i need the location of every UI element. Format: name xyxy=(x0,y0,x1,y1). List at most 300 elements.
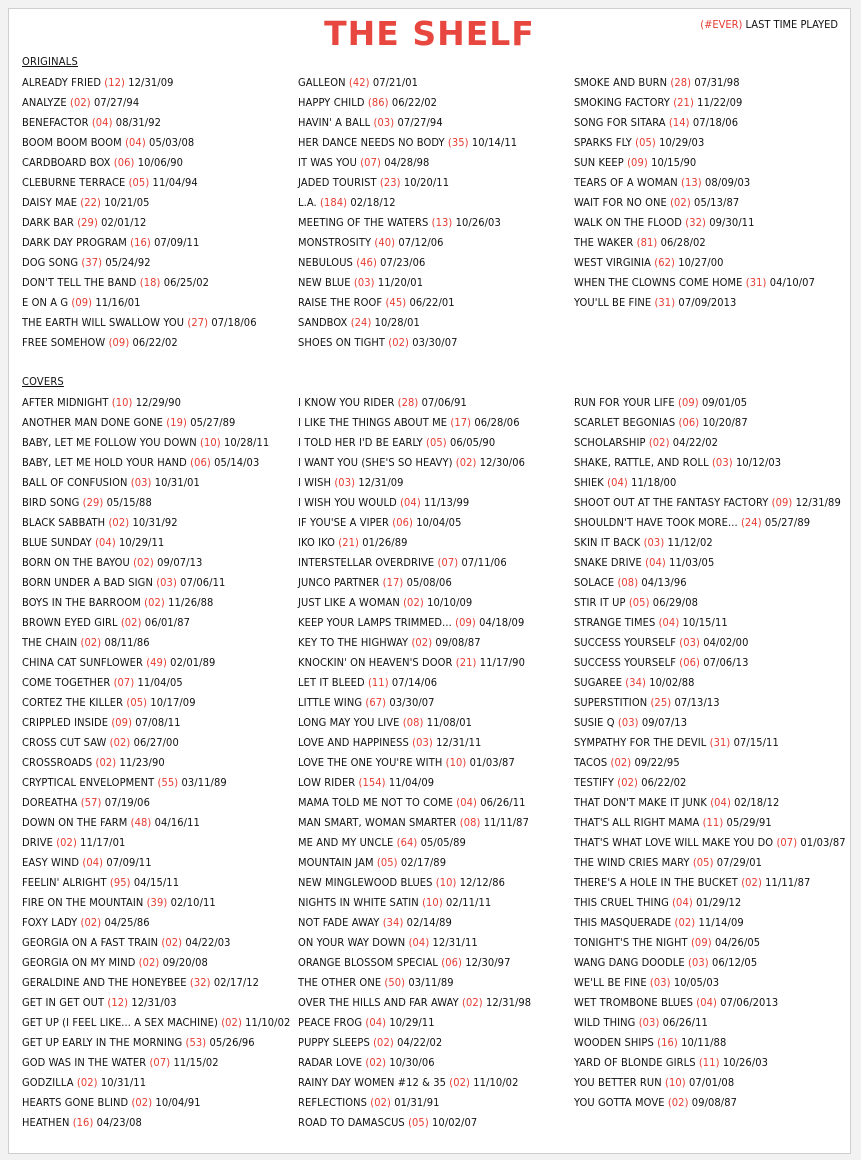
song-row xyxy=(574,213,849,233)
play-count: (02) xyxy=(70,96,91,109)
play-count: (02) xyxy=(133,556,154,569)
play-count: (24) xyxy=(740,516,762,529)
last-played-date: 07/13/13 xyxy=(674,696,720,709)
song-row xyxy=(298,1113,573,1133)
play-count: (06) xyxy=(441,956,462,969)
play-count: (03) xyxy=(617,716,639,729)
song-title: LOVE THE ONE YOU'RE WITH xyxy=(298,756,443,769)
play-count: (02) xyxy=(411,636,433,649)
song-row xyxy=(22,433,297,453)
play-count: (05) xyxy=(128,176,150,189)
song-row xyxy=(298,633,573,653)
song-title: DAISY MAE xyxy=(22,196,78,209)
play-count: (03) xyxy=(373,116,395,129)
last-played-date: 05/13/87 xyxy=(694,196,740,209)
play-count: (09) xyxy=(627,156,648,169)
play-count: (09) xyxy=(108,336,130,349)
song-row xyxy=(298,933,573,953)
originals-column-1 xyxy=(22,73,297,353)
play-count: (22) xyxy=(80,196,102,209)
song-row xyxy=(574,293,849,313)
play-count: (04) xyxy=(95,536,116,549)
play-count: (32) xyxy=(685,216,706,229)
last-played-date: 06/22/02 xyxy=(132,336,178,349)
song-title: OVER THE HILLS AND FAR AWAY xyxy=(298,996,459,1009)
last-played-date: 05/27/89 xyxy=(190,416,236,429)
song-row xyxy=(298,673,573,693)
play-count: (07) xyxy=(149,1056,171,1069)
song-row xyxy=(22,233,297,253)
song-title: THE WAKER xyxy=(574,236,634,249)
song-row xyxy=(574,413,849,433)
last-played-date: 11/13/99 xyxy=(424,496,470,509)
last-played-date: 10/05/03 xyxy=(673,976,720,989)
song-row xyxy=(22,313,297,333)
song-title: STIR IT UP xyxy=(574,596,626,609)
song-row xyxy=(298,93,573,113)
last-played-date: 02/01/12 xyxy=(101,216,147,229)
song-row xyxy=(298,153,573,173)
song-row xyxy=(22,413,297,433)
song-row xyxy=(298,773,573,793)
last-played-date: 10/14/11 xyxy=(471,136,518,149)
play-count: (04) xyxy=(400,496,421,509)
play-count: (23) xyxy=(379,176,401,189)
song-title: CROSSROADS xyxy=(22,756,93,769)
song-title: SPARKS FLY xyxy=(574,136,632,149)
last-played-date: 11/04/09 xyxy=(388,776,435,789)
song-row xyxy=(22,1013,297,1033)
song-title: FOXY LADY xyxy=(22,916,78,929)
last-played-date: 09/08/87 xyxy=(435,636,481,649)
play-count: (14) xyxy=(668,116,690,129)
song-row xyxy=(298,613,573,633)
song-row xyxy=(574,193,849,213)
song-title: GERALDINE AND THE HONEYBEE xyxy=(22,976,187,989)
song-row xyxy=(298,173,573,193)
song-row xyxy=(574,133,849,153)
song-title: YOU'LL BE FINE xyxy=(574,296,652,309)
play-count: (11) xyxy=(702,816,724,829)
song-title: SMOKE AND BURN xyxy=(574,76,668,89)
last-played-date: 01/29/12 xyxy=(696,896,742,909)
last-played-date: 04/13/96 xyxy=(641,576,687,589)
play-count: (02) xyxy=(221,1016,242,1029)
song-title: SHOES ON TIGHT xyxy=(298,336,386,349)
song-row xyxy=(574,93,849,113)
last-played-date: 05/05/89 xyxy=(420,836,466,849)
play-count: (02) xyxy=(80,636,102,649)
song-row xyxy=(298,333,573,353)
play-count: (21) xyxy=(673,96,694,109)
song-row xyxy=(298,1073,573,1093)
last-played-date: 11/12/02 xyxy=(667,536,713,549)
play-count: (09) xyxy=(677,396,699,409)
song-row xyxy=(574,453,849,473)
last-played-date: 10/20/11 xyxy=(403,176,450,189)
play-count: (13) xyxy=(431,216,453,229)
last-played-date: 10/29/11 xyxy=(119,536,165,549)
play-count: (02) xyxy=(617,776,638,789)
play-count: (09) xyxy=(111,716,133,729)
last-played-date: 07/12/06 xyxy=(398,236,444,249)
play-count: (39) xyxy=(146,896,168,909)
last-played-date: 02/14/89 xyxy=(406,916,452,929)
song-title: THIS CRUEL THING xyxy=(574,896,669,909)
last-played-date: 07/09/11 xyxy=(154,236,200,249)
song-title: HAVIN' A BALL xyxy=(298,116,371,129)
song-row xyxy=(574,553,849,573)
song-title: JADED TOURIST xyxy=(298,176,377,189)
play-count: (03) xyxy=(353,276,375,289)
last-played-date: 04/28/98 xyxy=(384,156,430,169)
song-title: SYMPATHY FOR THE DEVIL xyxy=(574,736,707,749)
song-row xyxy=(22,913,297,933)
song-row xyxy=(22,893,297,913)
song-title: NEBULOUS xyxy=(298,256,353,269)
song-row xyxy=(574,1093,849,1113)
play-count: (06) xyxy=(678,416,700,429)
song-title: NIGHTS IN WHITE SATIN xyxy=(298,896,419,909)
song-row xyxy=(298,733,573,753)
last-played-date: 11/20/01 xyxy=(377,276,424,289)
last-played-date: 12/12/86 xyxy=(459,876,506,889)
song-title: HEARTS GONE BLIND xyxy=(22,1096,129,1109)
song-title: LET IT BLEED xyxy=(298,676,365,689)
last-played-date: 10/28/01 xyxy=(374,316,420,329)
play-count: (31) xyxy=(654,296,676,309)
play-count: (02) xyxy=(449,1076,470,1089)
song-row xyxy=(298,1013,573,1033)
song-row xyxy=(574,913,849,933)
song-row xyxy=(298,453,573,473)
play-count: (86) xyxy=(367,96,389,109)
play-count: (09) xyxy=(690,936,712,949)
song-title: ON YOUR WAY DOWN xyxy=(298,936,406,949)
last-played-date: 02/17/12 xyxy=(213,976,260,989)
last-played-date: 12/31/11 xyxy=(432,936,478,949)
song-title: TACOS xyxy=(574,756,608,769)
song-title: CRYPTICAL ENVELOPMENT xyxy=(22,776,155,789)
song-title: WALK ON THE FLOOD xyxy=(574,216,683,229)
song-title: LONG MAY YOU LIVE xyxy=(298,716,400,729)
last-played-date: 09/22/95 xyxy=(634,756,680,769)
last-played-date: 12/30/06 xyxy=(479,456,526,469)
play-count: (12) xyxy=(107,996,129,1009)
song-row xyxy=(574,253,849,273)
song-row xyxy=(298,73,573,93)
song-title: FREE SOMEHOW xyxy=(22,336,106,349)
song-title: JUST LIKE A WOMAN xyxy=(298,596,400,609)
play-count: (02) xyxy=(388,336,410,349)
covers-heading: COVERS xyxy=(22,375,64,388)
song-row xyxy=(298,873,573,893)
last-played-date: 07/06/2013 xyxy=(720,996,779,1009)
last-played-date: 10/04/91 xyxy=(155,1096,201,1109)
last-played-date: 07/06/91 xyxy=(421,396,467,409)
last-played-date: 10/15/90 xyxy=(651,156,697,169)
play-count: (06) xyxy=(190,456,211,469)
play-count: (04) xyxy=(658,616,680,629)
last-played-date: 05/24/92 xyxy=(105,256,151,269)
song-title: IF YOU'SE A VIPER xyxy=(298,516,390,529)
last-played-date: 11/23/90 xyxy=(119,756,165,769)
song-title: I LIKE THE THINGS ABOUT ME xyxy=(298,416,448,429)
last-played-date: 10/15/11 xyxy=(682,616,728,629)
song-title: SKIN IT BACK xyxy=(574,536,641,549)
last-played-date: 06/01/87 xyxy=(144,616,191,629)
last-played-date: 10/29/03 xyxy=(659,136,705,149)
last-played-date: 07/01/08 xyxy=(688,1076,735,1089)
song-row xyxy=(22,473,297,493)
song-row xyxy=(22,93,297,113)
song-row xyxy=(22,1093,297,1113)
last-played-date: 07/06/11 xyxy=(180,576,226,589)
song-title: ANALYZE xyxy=(22,96,67,109)
last-played-date: 07/19/06 xyxy=(104,796,150,809)
play-count: (03) xyxy=(412,736,433,749)
play-count: (02) xyxy=(674,916,696,929)
song-row xyxy=(298,393,573,413)
play-count: (25) xyxy=(650,696,672,709)
song-row xyxy=(574,613,849,633)
play-count: (04) xyxy=(91,116,113,129)
song-title: SUCCESS YOURSELF xyxy=(574,656,677,669)
song-row xyxy=(574,1073,849,1093)
play-count: (21) xyxy=(338,536,359,549)
song-title: YOU GOTTA MOVE xyxy=(574,1096,665,1109)
last-played-date: 12/31/03 xyxy=(131,996,177,1009)
song-row xyxy=(574,833,849,853)
song-title: WHEN THE CLOWNS COME HOME xyxy=(574,276,743,289)
song-row xyxy=(574,593,849,613)
song-row xyxy=(22,813,297,833)
song-title: STRANGE TIMES xyxy=(574,616,656,629)
song-row xyxy=(574,153,849,173)
song-title: COME TOGETHER xyxy=(22,676,111,689)
song-row xyxy=(574,733,849,753)
last-played-date: 07/14/06 xyxy=(391,676,438,689)
play-count: (16) xyxy=(657,1036,678,1049)
last-played-date: 05/29/91 xyxy=(726,816,772,829)
play-count: (02) xyxy=(741,876,762,889)
last-played-date: 07/09/2013 xyxy=(678,296,737,309)
song-title: BABY, LET ME FOLLOW YOU DOWN xyxy=(22,436,197,449)
song-row xyxy=(22,593,297,613)
song-row xyxy=(574,513,849,533)
last-played-date: 11/22/09 xyxy=(697,96,743,109)
play-count: (02) xyxy=(667,1096,689,1109)
song-title: WE'LL BE FINE xyxy=(574,976,647,989)
song-row xyxy=(298,113,573,133)
song-title: THE WIND CRIES MARY xyxy=(574,856,690,869)
song-title: SHIEK xyxy=(574,476,604,489)
song-row xyxy=(574,1053,849,1073)
song-title: THAT DON'T MAKE IT JUNK xyxy=(574,796,707,809)
last-played-date: 11/08/01 xyxy=(426,716,472,729)
last-played-date: 09/07/13 xyxy=(157,556,203,569)
song-row xyxy=(298,1033,573,1053)
song-row xyxy=(22,633,297,653)
last-played-date: 06/27/00 xyxy=(133,736,179,749)
song-title: CHINA CAT SUNFLOWER xyxy=(22,656,143,669)
song-title: RAISE THE ROOF xyxy=(298,296,383,309)
last-played-date: 10/26/03 xyxy=(455,216,501,229)
last-played-date: 06/22/01 xyxy=(409,296,455,309)
play-count: (50) xyxy=(384,976,406,989)
song-row xyxy=(574,1013,849,1033)
last-played-date: 07/23/06 xyxy=(380,256,426,269)
song-title: MOUNTAIN JAM xyxy=(298,856,374,869)
play-count: (03) xyxy=(649,976,671,989)
play-count: (32) xyxy=(189,976,211,989)
song-title: GODZILLA xyxy=(22,1076,74,1089)
last-played-date: 04/22/02 xyxy=(397,1036,443,1049)
song-row xyxy=(574,73,849,93)
play-count: (02) xyxy=(365,1056,387,1069)
song-row xyxy=(574,653,849,673)
song-row xyxy=(298,753,573,773)
play-count: (03) xyxy=(334,476,356,489)
song-row xyxy=(22,213,297,233)
last-played-date: 05/27/89 xyxy=(764,516,811,529)
last-played-date: 09/20/08 xyxy=(162,956,208,969)
play-count: (31) xyxy=(709,736,731,749)
play-count: (57) xyxy=(80,796,102,809)
legend-date-label: LAST TIME PLAYED xyxy=(745,18,838,31)
song-title: SMOKING FACTORY xyxy=(574,96,670,109)
last-played-date: 10/21/05 xyxy=(104,196,150,209)
song-title: WAIT FOR NO ONE xyxy=(574,196,667,209)
play-count: (05) xyxy=(376,856,398,869)
song-row xyxy=(574,573,849,593)
song-title: DARK BAR xyxy=(22,216,74,229)
song-title: SUN KEEP xyxy=(574,156,624,169)
song-row xyxy=(298,193,573,213)
play-count: (184) xyxy=(320,196,348,209)
play-count: (18) xyxy=(139,276,161,289)
song-row xyxy=(574,773,849,793)
song-title: E ON A G xyxy=(22,296,69,309)
song-row xyxy=(22,1073,297,1093)
play-count: (62) xyxy=(654,256,676,269)
last-played-date: 11/17/90 xyxy=(479,656,525,669)
song-title: CROSS CUT SAW xyxy=(22,736,107,749)
song-row xyxy=(22,173,297,193)
song-title: DOWN ON THE FARM xyxy=(22,816,128,829)
song-title: WOODEN SHIPS xyxy=(574,1036,654,1049)
song-title: BOOM BOOM BOOM xyxy=(22,136,122,149)
play-count: (42) xyxy=(348,76,370,89)
play-count: (81) xyxy=(636,236,658,249)
song-title: THE OTHER ONE xyxy=(298,976,382,989)
song-row xyxy=(22,573,297,593)
play-count: (04) xyxy=(645,556,666,569)
song-title: KEY TO THE HIGHWAY xyxy=(298,636,409,649)
play-count: (29) xyxy=(82,496,104,509)
last-played-date: 11/04/94 xyxy=(152,176,198,189)
song-row xyxy=(574,953,849,973)
song-row xyxy=(574,693,849,713)
song-title: SONG FOR SITARA xyxy=(574,116,666,129)
last-played-date: 11/10/02 xyxy=(245,1016,291,1029)
play-count: (19) xyxy=(166,416,187,429)
song-row xyxy=(22,953,297,973)
play-count: (04) xyxy=(607,476,628,489)
song-row xyxy=(22,553,297,573)
play-count: (05) xyxy=(126,696,148,709)
last-played-date: 07/27/94 xyxy=(397,116,443,129)
song-title: NEW BLUE xyxy=(298,276,351,289)
last-played-date: 03/11/89 xyxy=(181,776,227,789)
play-count: (10) xyxy=(665,1076,686,1089)
play-count: (04) xyxy=(82,856,104,869)
song-row xyxy=(22,713,297,733)
last-played-date: 12/31/09 xyxy=(128,76,174,89)
last-played-date: 02/18/12 xyxy=(350,196,396,209)
last-played-date: 11/11/87 xyxy=(483,816,529,829)
song-title: SUGAREE xyxy=(574,676,623,689)
play-count: (34) xyxy=(625,676,647,689)
last-played-date: 10/27/00 xyxy=(678,256,724,269)
song-row xyxy=(22,753,297,773)
song-row xyxy=(22,493,297,513)
song-title: BLACK SABBATH xyxy=(22,516,106,529)
song-title: DRIVE xyxy=(22,836,53,849)
song-row xyxy=(298,1053,573,1073)
play-count: (02) xyxy=(461,996,483,1009)
last-played-date: 09/01/05 xyxy=(701,396,748,409)
song-row xyxy=(22,693,297,713)
song-title: SNAKE DRIVE xyxy=(574,556,642,569)
last-played-date: 02/11/11 xyxy=(446,896,492,909)
song-row xyxy=(298,593,573,613)
song-title: RAINY DAY WOMEN #12 & 35 xyxy=(298,1076,447,1089)
last-played-date: 11/14/09 xyxy=(698,916,744,929)
song-row xyxy=(574,713,849,733)
song-title: THERE'S A HOLE IN THE BUCKET xyxy=(574,876,738,889)
play-count: (02) xyxy=(138,956,160,969)
play-count: (04) xyxy=(456,796,478,809)
song-row xyxy=(22,973,297,993)
song-title: TEARS OF A WOMAN xyxy=(574,176,678,189)
play-count: (06) xyxy=(679,656,700,669)
song-row xyxy=(298,653,573,673)
last-played-date: 04/10/07 xyxy=(769,276,815,289)
song-title: ALREADY FRIED xyxy=(22,76,102,89)
song-title: KEEP YOUR LAMPS TRIMMED... xyxy=(298,616,452,629)
song-row xyxy=(22,653,297,673)
song-title: I TOLD HER I'D BE EARLY xyxy=(298,436,423,449)
song-title: LITTLE WING xyxy=(298,696,363,709)
song-title: DOG SONG xyxy=(22,256,79,269)
song-title: SUSIE Q xyxy=(574,716,615,729)
last-played-date: 12/31/89 xyxy=(795,496,841,509)
song-row xyxy=(22,613,297,633)
play-count: (64) xyxy=(396,836,418,849)
play-count: (03) xyxy=(688,956,709,969)
song-title: WET TROMBONE BLUES xyxy=(574,996,693,1009)
song-title: DARK DAY PROGRAM xyxy=(22,236,127,249)
play-count: (10) xyxy=(422,896,443,909)
play-count: (05) xyxy=(408,1116,429,1129)
song-title: CRIPPLED INSIDE xyxy=(22,716,109,729)
song-row xyxy=(298,573,573,593)
last-played-date: 04/22/03 xyxy=(185,936,231,949)
play-count: (40) xyxy=(374,236,396,249)
song-title: BALL OF CONFUSION xyxy=(22,476,128,489)
play-count: (02) xyxy=(120,616,142,629)
